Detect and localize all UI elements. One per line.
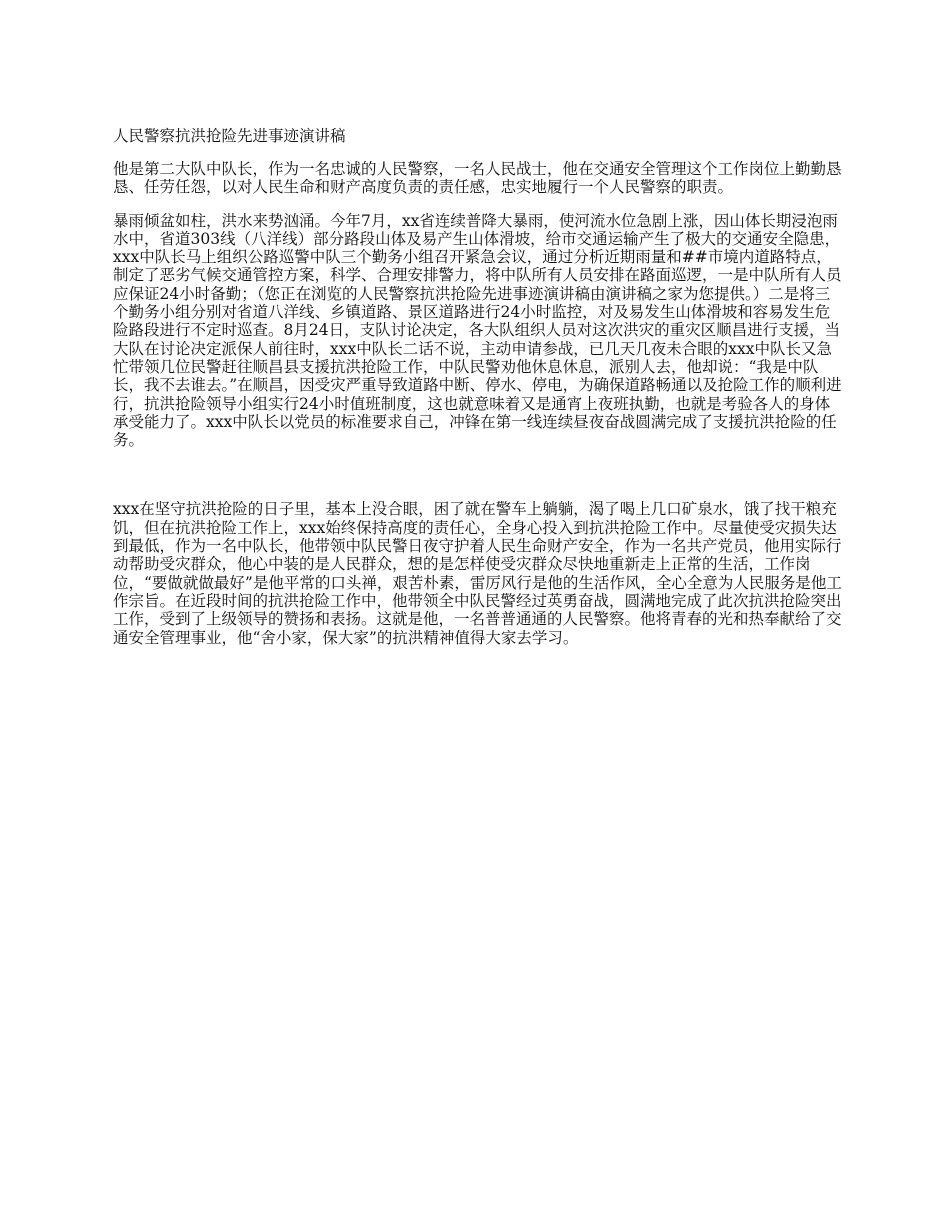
paragraph-intro: 他是第二大队中队长，作为一名忠诚的人民警察，一名人民战士，他在交通安全管理这个工作岗位上勤勤恳恳、任劳任怨，以对人民生命和财产高度负责的责任感，忠实地履行一个人民警察的职责。 xyxy=(113,160,842,197)
document-title: 人民警察抗洪抢险先进事迹演讲稿 xyxy=(113,127,346,145)
paragraph-conclusion: xxx在坚守抗洪抢险的日子里，基本上没合眼，困了就在警车上躺躺，渴了喝上几口矿泉水，饿了找干粮充饥，但在抗洪抢险工作上，xxx始终保持高度的责任心，全身心投入到抗洪抢险工作中。尽量使受灾损失达到最低，作为一名中队长，他带领中队民警日夜守护着人民生命财产安全，作为一名共产党员，他用实际行动帮助受灾群众，他心中装的是人民群众，想的是怎样使受灾群众尽快地重新走上正常的生活，工作岗位，“要做就做最好”是他平常的口头禅，艰苦朴素，雷厉风行是他的生活作风，全心全意为人民服务是他工作宗旨。在近段时间的抗洪抢险工作中，他带领全中队民警经过英勇奋战，圆满地完成了此次抗洪抢险突出工作，受到了上级领导的赞扬和表扬。这就是他，一名普普通通的人民警察。他将青春的光和热奉献给了交通安全管理事业，他“舍小家，保大家”的抗洪精神值得大家去学习。 xyxy=(113,500,842,647)
paragraph-gap xyxy=(113,464,845,500)
paragraph-flood-response: 暴雨倾盆如柱，洪水来势汹涌。今年7月，xx省连续普降大暴雨，使河流水位急剧上涨，因山体长期浸泡雨水中，省道303线（八洋线）部分路段山体及易产生山体滑坡，给市交通运输产生了极大的交通安全隐患，xxx中队长马上组织公路巡警中队三个勤务小组召开紧急会议，通过分析近期雨量和##市境内道路特点，制定了恶劣气候交通管控方案，科学、合理安排警力，将中队所有人员安排在路面巡逻，一是中队所有人员应保证24小时备勤；（您正在浏览的人民警察抗洪抢险先进事迹演讲稿由演讲稿之家为您提供。）二是将三个勤务小组分别对省道八洋线、乡镇道路、景区道路进行24小时监控，对及易发生山体滑坡和容易发生危险路段进行不定时巡查。8月24日，支队讨论决定，各大队组织人员对这次洪灾的重灾区顺昌进行支援，当大队在讨论决定派保人前往时，xxx中队长二话不说，主动申请参战，已几天几夜未合眼的xxx中队长又急忙带领几位民警赶往顺昌县支援抗洪抢险工作，中队民警劝他休息休息，派别人去，他却说：“我是中队长，我不去谁去。”在顺昌，因受灾严重导致道路中断、停水、停电，为确保道路畅通以及抢险工作的顺利进行，抗洪抢险领导小组实行24小时值班制度，这也就意味着又是通宵上夜班执勤，也就是考验各人的身体承受能力了。xxx中队长以党员的标准要求自己，冲锋在第一线连续昼夜奋战圆满完成了支援抗洪抢险的任务。 xyxy=(113,211,842,450)
document-page xyxy=(113,126,845,662)
